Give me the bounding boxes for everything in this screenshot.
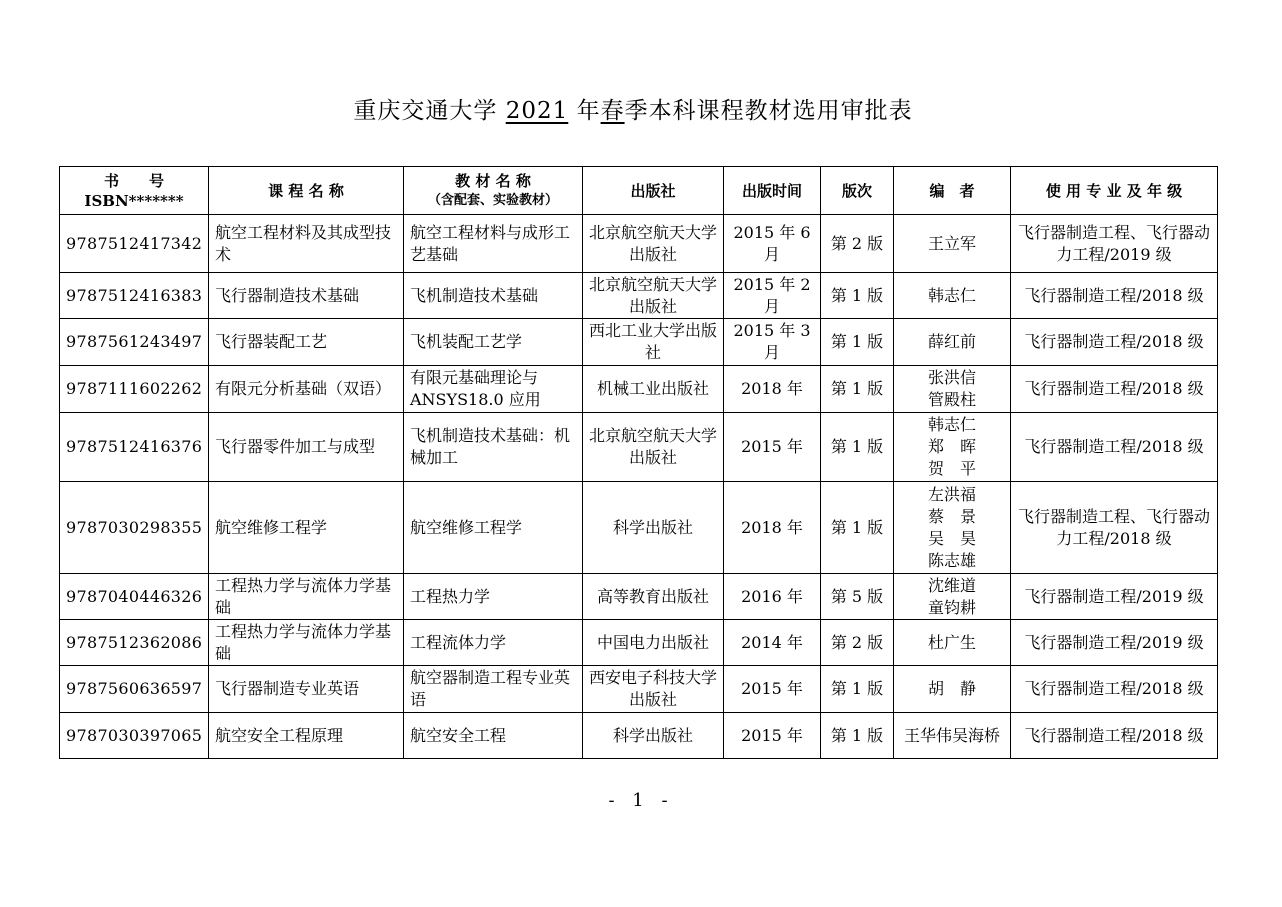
cell-textbook: 航空工程材料与成形工艺基础 (404, 215, 583, 273)
cell-edition: 第 2 版 (821, 215, 894, 273)
editor-name: 吴 昊 (927, 528, 976, 548)
cell-publisher: 西安电子科技大学出版社 (583, 666, 724, 713)
cell-pub-time: 2015 年 2 月 (724, 273, 821, 319)
cell-major: 飞行器制造工程/2019 级 (1011, 574, 1218, 620)
cell-isbn: 9787512416376 (60, 413, 209, 482)
cell-isbn: 9787030397065 (60, 713, 209, 759)
cell-major: 飞行器制造工程/2019 级 (1011, 620, 1218, 666)
cell-editor (894, 319, 1011, 366)
editor-name: 沈维道 (927, 575, 976, 595)
cell-textbook: 飞机制造技术基础：机械加工 (404, 413, 583, 482)
cell-major: 飞行器制造工程/2018 级 (1011, 666, 1218, 713)
page-number: - 1 - (608, 790, 674, 811)
cell-major: 飞行器制造工程/2018 级 (1011, 366, 1218, 413)
cell-pub-time: 2018 年 (724, 482, 821, 574)
textbook-approval-table (59, 166, 1218, 759)
table-row (60, 620, 1218, 666)
cell-publisher: 机械工业出版社 (583, 366, 724, 413)
cell-editor (894, 413, 1011, 482)
title-season: 春 (600, 98, 625, 124)
cell-edition: 第 1 版 (821, 319, 894, 366)
editor-name: 王立军 (927, 233, 976, 253)
cell-editor (894, 666, 1011, 713)
cell-isbn: 9787512416383 (60, 273, 209, 319)
editor-name: 陈志雄 (927, 550, 976, 570)
table-row (60, 574, 1218, 620)
cell-isbn: 9787512417342 (60, 215, 209, 273)
header-editor: 编 者 (894, 167, 1011, 215)
cell-course: 航空维修工程学 (209, 482, 404, 574)
cell-textbook: 工程热力学 (404, 574, 583, 620)
cell-pub-time: 2014 年 (724, 620, 821, 666)
cell-textbook: 航空维修工程学 (404, 482, 583, 574)
editor-name: 贺 平 (927, 459, 976, 478)
editor-name: 韩志仁 (927, 415, 976, 434)
cell-isbn: 9787111602262 (60, 366, 209, 413)
title-prefix: 重庆交通大学 (353, 98, 506, 124)
editor-name: 杜广生 (927, 632, 976, 652)
cell-edition: 第 2 版 (821, 620, 894, 666)
cell-editor (894, 215, 1011, 273)
cell-editor (894, 574, 1011, 620)
table-row (60, 666, 1218, 713)
cell-publisher: 北京航空航天大学出版社 (583, 273, 724, 319)
cell-editor (894, 713, 1011, 759)
table-row (60, 319, 1218, 366)
cell-editor (894, 273, 1011, 319)
cell-textbook: 有限元基础理论与 ANSYS18.0 应用 (404, 366, 583, 413)
table-row (60, 482, 1218, 574)
cell-isbn: 9787561243497 (60, 319, 209, 366)
cell-publisher: 高等教育出版社 (583, 574, 724, 620)
cell-textbook: 工程流体力学 (404, 620, 583, 666)
cell-course: 航空工程材料及其成型技术 (209, 215, 404, 273)
cell-edition: 第 1 版 (821, 666, 894, 713)
cell-major: 飞行器制造工程、飞行器动力工程/2019 级 (1011, 215, 1218, 273)
cell-publisher: 中国电力出版社 (583, 620, 724, 666)
cell-major: 飞行器制造工程/2018 级 (1011, 319, 1218, 366)
cell-editor (894, 620, 1011, 666)
cell-pub-time: 2018 年 (724, 366, 821, 413)
cell-pub-time: 2015 年 6 月 (724, 215, 821, 273)
table-row (60, 713, 1218, 759)
header-pub-time: 出版时间 (724, 167, 821, 215)
cell-course: 飞行器零件加工与成型 (209, 413, 404, 482)
cell-course: 工程热力学与流体力学基础 (209, 620, 404, 666)
cell-publisher: 北京航空航天大学出版社 (583, 413, 724, 482)
cell-course: 航空安全工程原理 (209, 713, 404, 759)
cell-textbook: 飞机制造技术基础 (404, 273, 583, 319)
header-publisher: 出版社 (583, 167, 724, 215)
cell-editor (894, 366, 1011, 413)
cell-course: 飞行器制造专业英语 (209, 666, 404, 713)
header-row (60, 167, 1218, 215)
cell-edition: 第 5 版 (821, 574, 894, 620)
editor-name: 蔡 景 (927, 506, 976, 526)
editor-name: 郑 晖 (927, 437, 976, 456)
table-row (60, 215, 1218, 273)
cell-publisher: 北京航空航天大学出版社 (583, 215, 724, 273)
cell-isbn: 9787040446326 (60, 574, 209, 620)
editor-name: 薛红前 (927, 332, 976, 351)
title-year-suffix: 年 (568, 98, 601, 124)
table-row (60, 366, 1218, 413)
cell-pub-time: 2015 年 (724, 413, 821, 482)
cell-major: 飞行器制造工程、飞行器动力工程/2018 级 (1011, 482, 1218, 574)
editor-name: 左洪福 (927, 484, 976, 504)
cell-edition: 第 1 版 (821, 713, 894, 759)
cell-textbook: 航空器制造工程专业英语 (404, 666, 583, 713)
header-textbook: 教 材 名 称 （含配套、实验教材） (404, 167, 583, 215)
header-course: 课 程 名 称 (209, 167, 404, 215)
editor-name: 胡 静 (927, 679, 976, 698)
cell-pub-time: 2015 年 (724, 713, 821, 759)
header-major: 使 用 专 业 及 年 级 (1011, 167, 1218, 215)
cell-edition: 第 1 版 (821, 273, 894, 319)
cell-edition: 第 1 版 (821, 482, 894, 574)
title-year: 2021 (505, 98, 569, 124)
cell-isbn: 9787560636597 (60, 666, 209, 713)
cell-editor (894, 482, 1011, 574)
editor-name: 管殿柱 (927, 390, 976, 409)
cell-course: 有限元分析基础（双语） (209, 366, 404, 413)
cell-pub-time: 2015 年 (724, 666, 821, 713)
table-row (60, 273, 1218, 319)
cell-publisher: 西北工业大学出版社 (583, 319, 724, 366)
cell-major: 飞行器制造工程/2018 级 (1011, 413, 1218, 482)
header-edition: 版次 (821, 167, 894, 215)
table-row (60, 413, 1218, 482)
cell-pub-time: 2015 年 3 月 (724, 319, 821, 366)
cell-publisher: 科学出版社 (583, 713, 724, 759)
cell-edition: 第 1 版 (821, 366, 894, 413)
cell-textbook: 航空安全工程 (404, 713, 583, 759)
cell-major: 飞行器制造工程/2018 级 (1011, 713, 1218, 759)
cell-isbn: 9787030298355 (60, 482, 209, 574)
cell-textbook: 飞机装配工艺学 (404, 319, 583, 366)
editor-name: 张洪信 (927, 368, 976, 387)
cell-course: 工程热力学与流体力学基础 (209, 574, 404, 620)
cell-edition: 第 1 版 (821, 413, 894, 482)
cell-pub-time: 2016 年 (724, 574, 821, 620)
cell-major: 飞行器制造工程/2018 级 (1011, 273, 1218, 319)
cell-course: 飞行器装配工艺 (209, 319, 404, 366)
editor-name: 童钧耕 (927, 597, 976, 617)
cell-course: 飞行器制造技术基础 (209, 273, 404, 319)
cell-isbn: 9787512362086 (60, 620, 209, 666)
editor-name: 韩志仁 (927, 285, 976, 305)
cell-publisher: 科学出版社 (583, 482, 724, 574)
page-title (0, 92, 1266, 125)
title-rest: 季本科课程教材选用审批表 (624, 98, 913, 124)
header-isbn: 书 号 ISBN******* (60, 167, 209, 215)
editor-name: 王华伟吴海桥 (903, 725, 1000, 745)
